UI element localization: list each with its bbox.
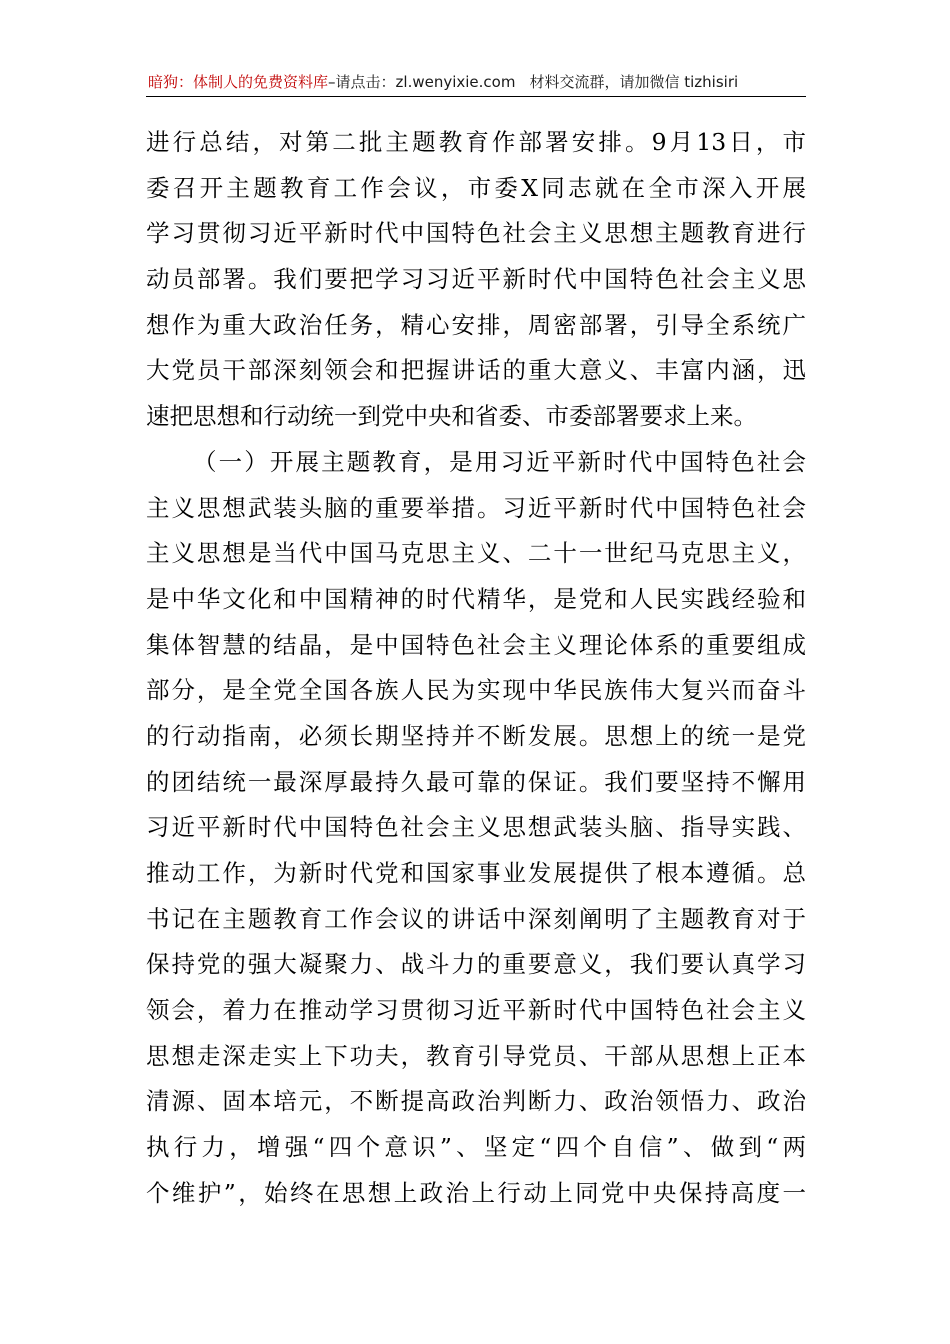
text-line: 书记在主题教育工作会议的讲话中深刻阐明了主题教育对于 xyxy=(146,904,806,933)
text-line: 动员部署。我们要把学习习近平新时代中国特色社会主义思 xyxy=(146,265,806,294)
text-line: 推动工作，为新时代党和国家事业发展提供了根本遵循。总 xyxy=(146,859,806,887)
text-line: 主义思想武装头脑的重要举措。习近平新时代中国特色社会 xyxy=(146,493,806,522)
text-line: 领会，着力在推动学习贯彻习近平新时代中国特色社会主义 xyxy=(146,996,806,1025)
text-line: 习近平新时代中国特色社会主义思想武装头脑、指导实践、 xyxy=(146,813,806,842)
text-line: 是中华文化和中国精神的时代精华，是党和人民实践经验和 xyxy=(146,584,806,613)
text-line: 学习贯彻习近平新时代中国特色社会主义思想主题教育进行 xyxy=(146,219,806,248)
text-line: 大党员干部深刻领会和把握讲话的重大意义、丰富内涵，迅 xyxy=(146,356,806,385)
header-divider xyxy=(146,96,806,97)
text-line: 思想走深走实上下功夫，教育引导党员、干部从思想上正本 xyxy=(146,1041,806,1070)
text-line: 集体智慧的结晶，是中国特色社会主义理论体系的重要组成 xyxy=(146,630,806,659)
text-line: 想作为重大政治任务，精心安排，周密部署，引导全系统广 xyxy=(146,310,806,339)
header-url-link[interactable]: zl.wenyixie.com xyxy=(395,73,516,91)
header-link-prompt: –请点击： xyxy=(328,73,396,91)
page-header xyxy=(148,70,806,96)
text-line: 进行总结，对第二批主题教育作部署安排。9月13日，市 xyxy=(146,128,806,156)
document-body xyxy=(146,120,806,1217)
text-line: 清源、固本培元，不断提高政治判断力、政治领悟力、政治 xyxy=(146,1087,806,1116)
header-wechat-note: 材料交流群，请加微信 tizhisiri xyxy=(529,73,739,91)
text-line: 委召开主题教育工作会议，市委X同志就在全市深入开展 xyxy=(146,173,806,202)
text-line: 个维护”，始终在思想上政治上行动上同党中央保持高度一 xyxy=(146,1178,806,1207)
text-line: 主义思想是当代中国马克思主义、二十一世纪马克思主义， xyxy=(146,539,806,568)
paragraph-section-one xyxy=(146,440,806,1217)
text-line: （一）开展主题教育，是用习近平新时代中国特色社会 xyxy=(193,447,806,476)
text-line: 保持党的强大凝聚力、战斗力的重要意义，我们要认真学习 xyxy=(146,950,806,979)
text-line: 的行动指南，必须长期坚持并不断发展。思想上的统一是党 xyxy=(146,721,806,750)
header-brand: 暗狗：体制人的免费资料库 xyxy=(148,73,329,91)
text-line: 部分，是全党全国各族人民为实现中华民族伟大复兴而奋斗 xyxy=(146,676,806,705)
paragraph-continued xyxy=(146,120,806,440)
text-line: 执行力，增强“四个意识”、坚定“四个自信”、做到“两 xyxy=(146,1133,806,1162)
text-line: 速把思想和行动统一到党中央和省委、市委部署要求上来。 xyxy=(146,402,757,431)
text-line: 的团结统一最深厚最持久最可靠的保证。我们要坚持不懈用 xyxy=(146,767,806,796)
